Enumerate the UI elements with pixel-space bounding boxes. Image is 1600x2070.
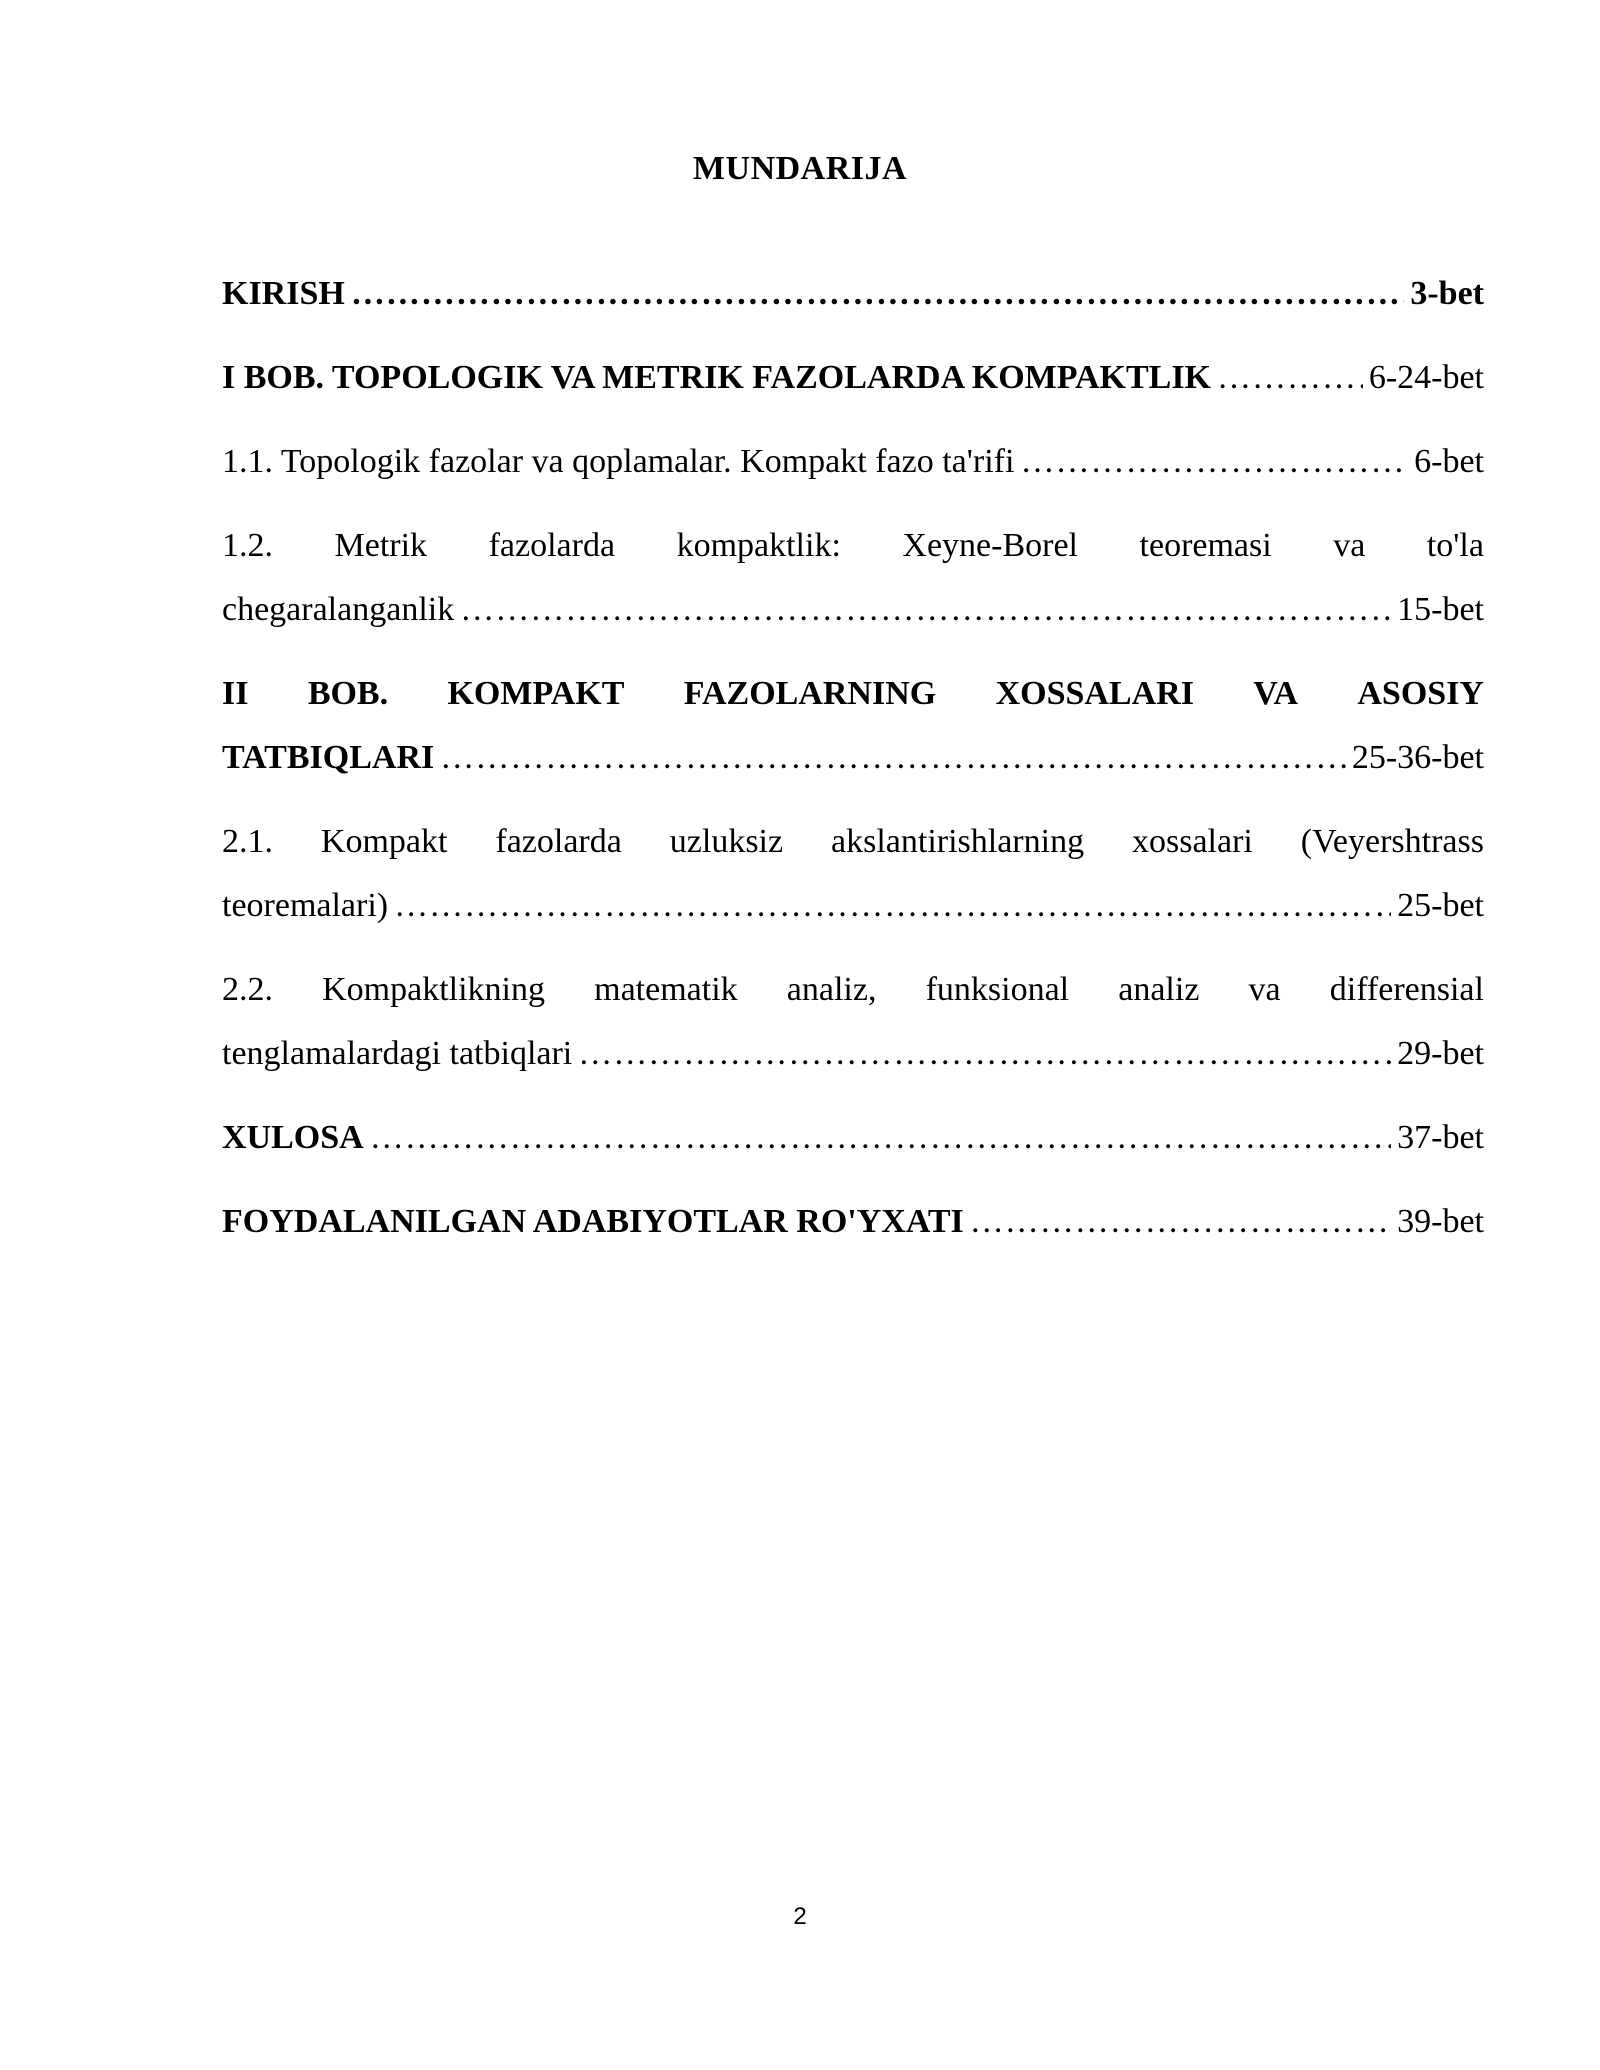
- toc-entry-chapter-2: [222, 662, 1484, 790]
- toc-entry-chapter-1: [222, 346, 1484, 410]
- toc-entry-page: 6-24-bet: [1368, 359, 1484, 396]
- toc-entry-first-line: [222, 958, 1484, 1022]
- dot-leader: [370, 1106, 1391, 1170]
- toc-word: Metrik: [334, 527, 428, 564]
- toc-entry-xulosa: [222, 1106, 1484, 1170]
- toc-entry-page: 39-bet: [1397, 1203, 1484, 1240]
- toc-word: teoremasi: [1139, 527, 1272, 564]
- toc-word: funksional: [925, 971, 1070, 1008]
- dot-leader: [578, 1022, 1391, 1086]
- toc-entry-text: tenglamalardagi tatbiqlari: [222, 1035, 573, 1072]
- toc-word: BOB.: [307, 675, 389, 712]
- dot-leader: [460, 578, 1391, 642]
- toc-entry-text: I BOB. TOPOLOGIK VA METRIK FAZOLARDA KOMPAKTLIK: [222, 359, 1212, 396]
- toc-word: VA: [1253, 675, 1299, 712]
- toc-word: XOSSALARI: [995, 675, 1194, 712]
- toc-word: to'la: [1426, 527, 1484, 564]
- toc-word: 2.1.: [222, 823, 273, 860]
- toc-entry-page: 25-36-bet: [1351, 739, 1484, 776]
- toc-word: va: [1333, 527, 1366, 564]
- page-title: MUNDARIJA: [692, 150, 908, 187]
- toc-word: 1.2.: [222, 527, 273, 564]
- toc-entry-kirish: [222, 262, 1484, 326]
- toc-entry-first-line: [222, 514, 1484, 578]
- toc-word: Kompakt: [320, 823, 448, 860]
- table-of-contents: [222, 262, 1484, 1274]
- dot-leader: [1217, 346, 1363, 410]
- toc-word: fazolarda: [495, 823, 622, 860]
- toc-entry-text: KIRISH: [222, 275, 345, 312]
- toc-entry-page: 37-bet: [1397, 1119, 1484, 1156]
- toc-word: KOMPAKT: [447, 675, 625, 712]
- dot-leader: [394, 874, 1391, 938]
- toc-word: analiz: [1118, 971, 1200, 1008]
- toc-entry-section-2-1: [222, 810, 1484, 938]
- toc-word: va: [1248, 971, 1281, 1008]
- toc-entry-section-2-2: [222, 958, 1484, 1086]
- dot-leader: [351, 262, 1405, 326]
- toc-entry-page: 3-bet: [1410, 275, 1484, 312]
- toc-entry-page: 25-bet: [1397, 887, 1484, 924]
- toc-entry-first-line: [222, 662, 1484, 726]
- toc-word: xossalari: [1132, 823, 1253, 860]
- toc-entry-page: 15-bet: [1397, 591, 1484, 628]
- toc-word: differensial: [1329, 971, 1484, 1008]
- toc-word: kompaktlik:: [676, 527, 841, 564]
- toc-word: analiz,: [786, 971, 877, 1008]
- toc-word: II: [222, 675, 249, 712]
- dot-leader: [970, 1190, 1391, 1254]
- toc-entry-text: 1.1. Topologik fazolar va qoplamalar. Kompakt fazo ta'rifi: [222, 443, 1015, 480]
- toc-word: 2.2.: [222, 971, 273, 1008]
- toc-entry-bibliography: [222, 1190, 1484, 1254]
- toc-word: Kompaktlikning: [322, 971, 546, 1008]
- toc-word: fazolarda: [488, 527, 616, 564]
- toc-word: ASOSIY: [1357, 675, 1484, 712]
- toc-word: matematik: [594, 971, 738, 1008]
- toc-word: FAZOLARNING: [683, 675, 937, 712]
- toc-word: Xeyne-Borel: [902, 527, 1079, 564]
- page-number: 2: [793, 1903, 807, 1930]
- toc-entry-text: chegaralanganlik: [222, 591, 455, 628]
- dot-leader: [440, 726, 1346, 790]
- dot-leader: [1020, 430, 1408, 494]
- toc-entry-page: 29-bet: [1397, 1035, 1484, 1072]
- toc-word: (Veyershtrass: [1300, 823, 1484, 860]
- toc-word: uzluksiz: [669, 823, 784, 860]
- toc-entry-section-1-1: [222, 430, 1484, 494]
- toc-word: akslantirishlarning: [831, 823, 1085, 860]
- toc-entry-page: 6-bet: [1414, 443, 1484, 480]
- toc-entry-section-1-2: [222, 514, 1484, 642]
- toc-entry-text: XULOSA: [222, 1119, 364, 1156]
- toc-entry-first-line: [222, 810, 1484, 874]
- toc-entry-text: TATBIQLARI: [222, 739, 435, 776]
- toc-entry-text: FOYDALANILGAN ADABIYOTLAR RO'YXATI: [222, 1203, 964, 1240]
- toc-entry-text: teoremalari): [222, 887, 389, 924]
